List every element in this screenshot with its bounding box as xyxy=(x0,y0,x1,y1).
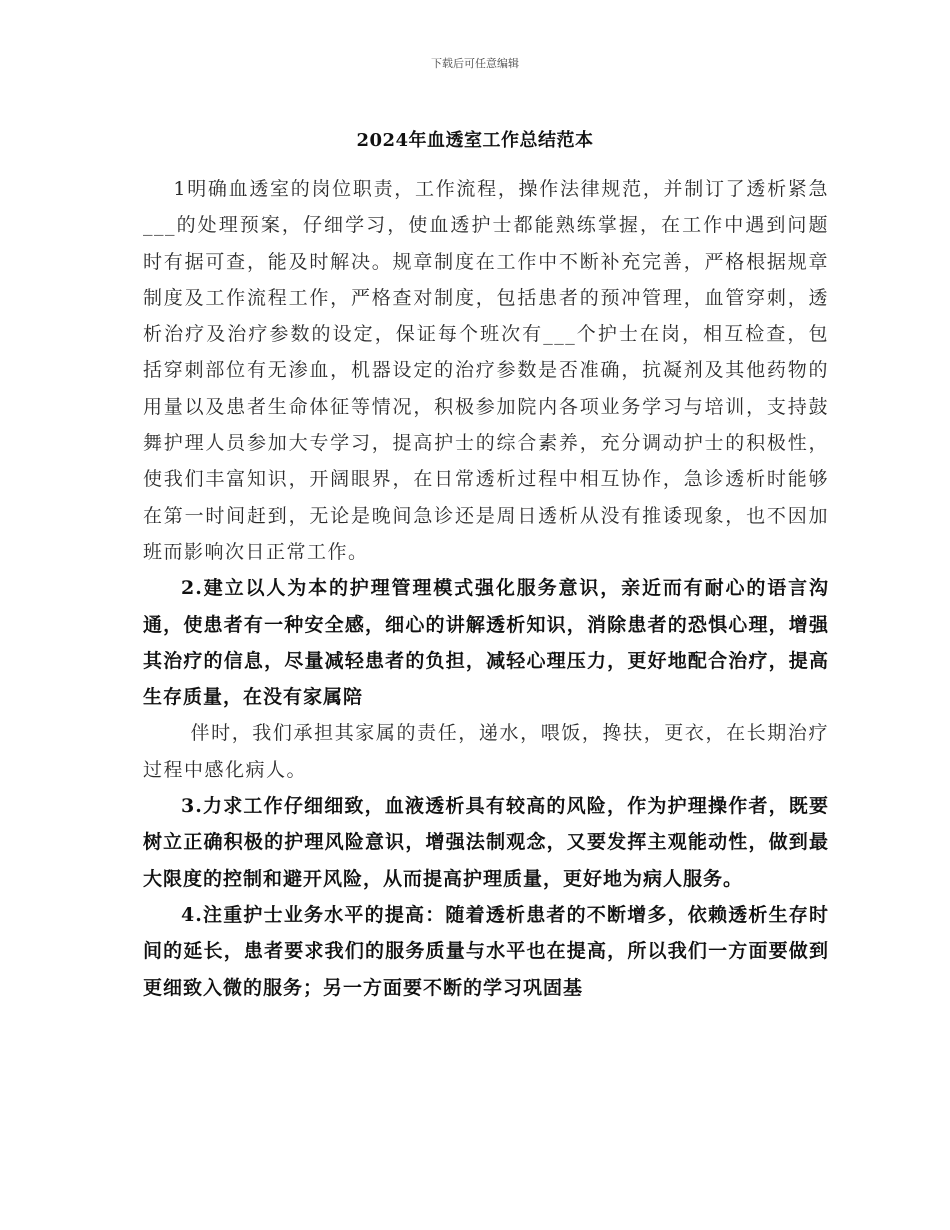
paragraph-2-continued: 伴时，我们承担其家属的责任，递水，喂饭，搀扶，更衣，在长期治疗过程中感化病人。 xyxy=(143,722,829,781)
document-title: 2024年血透室工作总结范本 xyxy=(356,130,594,151)
paragraph-1: 1明确血透室的岗位职责，工作流程，操作法律规范，并制订了透析紧急___的处理预案，仔细学习，使血透护士都能熟练掌握，在工作中遇到问题时有据可查，能及时解决。规章制度在工作中不断补充完善，严格根据规章制度及工作流程工作，严格查对制度，包括患者的预冲管理，血管穿刺，透析治疗及治疗参数的设定，保证每个班次有___个护士在岗，相互检查，包括穿刺部位有无渗血，机器设定的治疗参数是否准确，抗凝剂及其他药物的用量以及患者生命体征等情况，积极参加院内各项业务学习与培训，支持鼓舞护理人员参加大专学习，提高护士的综合素养，充分调动护士的积极性，使我们丰富知识，开阔眼界，在日常透析过程中相互协作，急诊透析时能够在第一时间赶到，无论是晚间急诊还是周日透析从没有推诿现象，也不因加班而影响次日正常工作。 xyxy=(143,178,829,563)
page-header-note: 下载后可任意编辑 xyxy=(431,57,519,70)
paragraph-3: 3.力求工作仔细细致，血液透析具有较高的风险，作为护理操作者，既要树立正确积极的护理风险意识，增强法制观念，又要发挥主观能动性，做到最大限度的控制和避开风险，从而提高护理质量，更好地为病人服务。 xyxy=(143,795,829,890)
paragraph-4: 4.注重护士业务水平的提高：随着透析患者的不断增多，依赖透析生存时间的延长，患者要求我们的服务质量与水平也在提高，所以我们一方面要做到更细致入微的服务；另一方面要不断的学习巩固基 xyxy=(143,903,829,999)
document-body xyxy=(143,171,829,1006)
paragraph-2: 2.建立以人为本的护理管理模式强化服务意识，亲近而有耐心的语言沟通，使患者有一种安全感，细心的讲解透析知识，消除患者的恐惧心理，增强其治疗的信息，尽量减轻患者的负担，减轻心理压力，更好地配合治疗，提高生存质量，在没有家属陪 xyxy=(143,577,829,709)
